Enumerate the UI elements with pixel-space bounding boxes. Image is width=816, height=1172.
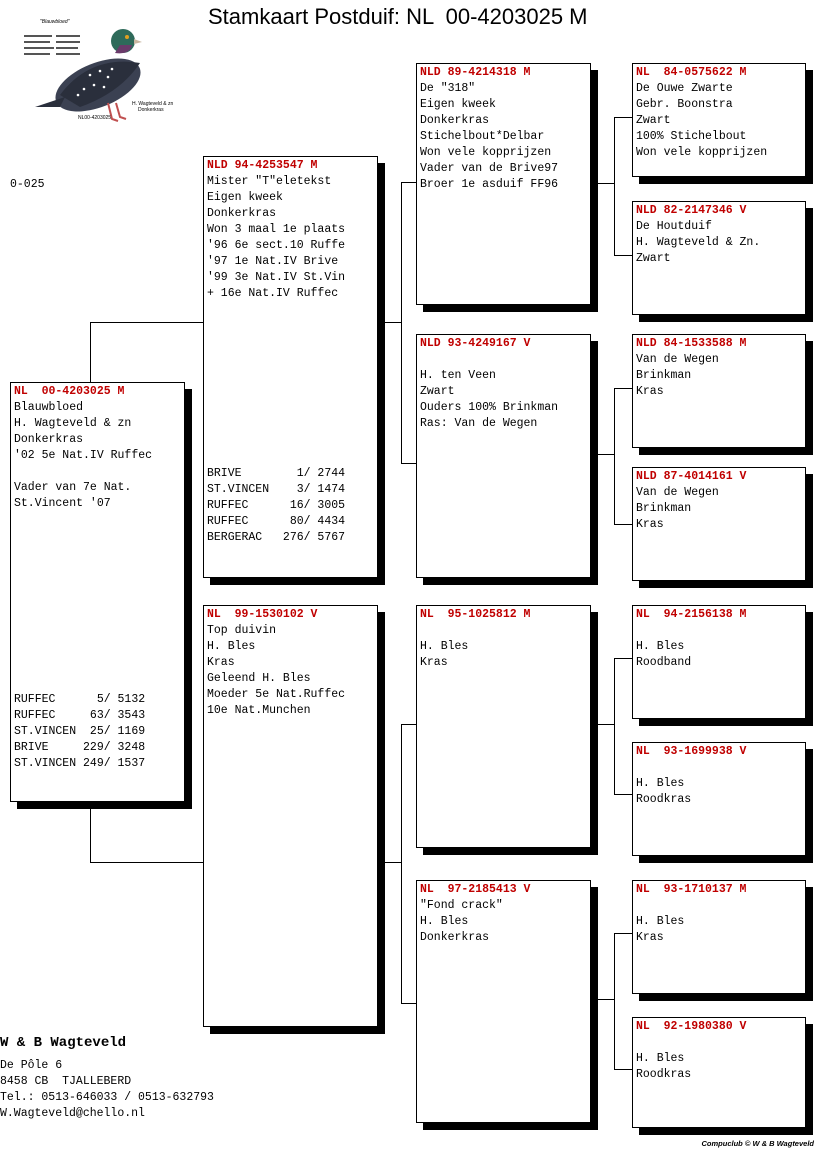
photo-caption: "Blauwbloed"	[40, 19, 70, 25]
detail-line: St.Vincent '07	[14, 497, 111, 510]
owner-street: De Pôle 6	[0, 1059, 63, 1072]
detail-line: Ouders 100% Brinkman	[420, 401, 559, 414]
detail-line: Roodkras	[636, 793, 692, 806]
connector	[614, 388, 615, 525]
pigeon-card-fmm	[632, 467, 806, 581]
detail-line: '97 1e Nat.IV Brive	[207, 255, 339, 268]
connector	[590, 454, 615, 455]
pigeon-card-mfm	[632, 742, 806, 856]
ring-number: NLD 94-4253547 M	[207, 159, 318, 172]
race-result-row: BRIVE 1/ 2744	[207, 467, 346, 480]
connector	[401, 182, 402, 464]
race-result-row: RUFFEC 16/ 3005	[207, 499, 346, 512]
detail-line	[14, 464, 181, 480]
pigeon-card-father-mother	[416, 334, 591, 578]
owner-city: 8458 CB TJALLEBERD	[0, 1075, 132, 1088]
detail-line: H. Wagteveld & Zn.	[636, 236, 761, 249]
detail-line: Geleend H. Bles	[207, 672, 311, 685]
race-result-row: ST.VINCEN 249/ 1537	[14, 757, 146, 770]
detail-line: H. Bles	[636, 640, 685, 653]
detail-line	[636, 1035, 802, 1051]
detail-line: Vader van 7e Nat.	[14, 481, 132, 494]
owner-email: W.Wagteveld@chello.nl	[0, 1107, 145, 1120]
pigeon-card-fff	[632, 63, 806, 177]
detail-line: Eigen kweek	[207, 191, 283, 204]
detail-line: Zwart	[636, 114, 671, 127]
detail-line: '02 5e Nat.IV Ruffec	[14, 449, 153, 462]
connector	[614, 388, 632, 389]
detail-line: Donkerkras	[420, 114, 490, 127]
connector	[90, 801, 91, 863]
detail-line: Mister "T"eletekst	[207, 175, 332, 188]
card-details	[14, 400, 181, 512]
connector	[614, 1069, 632, 1070]
pigeon-card-subject	[10, 382, 185, 802]
detail-line: Broer 1e asduif FF96	[420, 178, 559, 191]
ring-number: NLD 89-4214318 M	[420, 66, 531, 79]
connector	[590, 183, 615, 184]
connector	[401, 1003, 417, 1004]
detail-line: H. Bles	[636, 1052, 685, 1065]
connector	[90, 322, 91, 384]
detail-line: Donkerkras	[14, 433, 84, 446]
photo-text-block-icon	[24, 35, 80, 55]
detail-line	[636, 760, 802, 776]
detail-line: Brinkman	[636, 369, 692, 382]
ring-number: NL 93-1699938 V	[636, 745, 747, 758]
ring-number: NL 99-1530102 V	[207, 608, 318, 621]
detail-line: "Fond crack"	[420, 899, 503, 912]
credit-line: Compuclub © W & B Wagteveld	[701, 1139, 814, 1148]
detail-line	[420, 352, 587, 368]
race-result-row: BERGERAC 276/ 5767	[207, 531, 346, 544]
race-result-row: RUFFEC 63/ 3543	[14, 709, 146, 722]
connector	[614, 658, 615, 795]
connector	[90, 862, 204, 863]
connector	[590, 999, 615, 1000]
connector	[401, 463, 417, 464]
race-result-row: ST.VINCEN 25/ 1169	[14, 725, 146, 738]
detail-line	[636, 898, 802, 914]
connector	[401, 182, 417, 183]
pigeon-card-mmf	[632, 880, 806, 994]
pigeon-card-mmm	[632, 1017, 806, 1128]
detail-line: Top duivin	[207, 624, 277, 637]
detail-line: H. Bles	[207, 640, 256, 653]
detail-line: H. Bles	[420, 640, 469, 653]
detail-line: Van de Wegen	[636, 353, 719, 366]
detail-line: Won vele kopprijzen	[420, 146, 552, 159]
pigeon-card-father-father	[416, 63, 591, 305]
ring-number: NL 92-1980380 V	[636, 1020, 747, 1033]
detail-line: Kras	[636, 931, 664, 944]
detail-line: Kras	[636, 518, 664, 531]
detail-line: Brinkman	[636, 502, 692, 515]
detail-line: Ras: Van de Wegen	[420, 417, 538, 430]
connector	[614, 933, 615, 1070]
detail-line: Stichelbout*Delbar	[420, 130, 545, 143]
detail-line: Won vele kopprijzen	[636, 146, 768, 159]
detail-line: + 16e Nat.IV Ruffec	[207, 287, 339, 300]
page-title: Stamkaart Postduif: NL 00-4203025 M	[208, 4, 588, 29]
detail-line: H. Wagteveld & zn	[14, 417, 132, 430]
pigeon-icon	[35, 29, 148, 122]
pigeon-card-father	[203, 156, 378, 578]
ring-number: NL 97-2185413 V	[420, 883, 531, 896]
connector	[90, 322, 204, 323]
detail-line: Eigen kweek	[420, 98, 496, 111]
pigeon-card-fmf	[632, 334, 806, 448]
detail-line: 10e Nat.Munchen	[207, 704, 311, 717]
connector	[614, 117, 615, 256]
detail-line: Kras	[420, 656, 448, 669]
detail-line: '96 6e sect.10 Ruffe	[207, 239, 346, 252]
detail-line: De "318"	[420, 82, 476, 95]
pigeon-card-mff	[632, 605, 806, 719]
pigeon-code: 0-025	[10, 178, 45, 191]
connector	[401, 724, 402, 1004]
owner-phone: Tel.: 0513-646033 / 0513-632793	[0, 1091, 214, 1104]
detail-line: Donkerkras	[420, 931, 490, 944]
owner-name: W & B Wagteveld	[0, 1035, 127, 1051]
connector	[614, 255, 632, 256]
detail-line	[420, 623, 587, 639]
ring-number: NLD 82-2147346 V	[636, 204, 747, 217]
connector	[614, 117, 632, 118]
detail-line: Donkerkras	[207, 207, 277, 220]
race-result-row: RUFFEC 5/ 5132	[14, 693, 146, 706]
detail-line: Kras	[207, 656, 235, 669]
ring-number: NL 95-1025812 M	[420, 608, 531, 621]
race-result-row: BRIVE 229/ 3248	[14, 741, 146, 754]
detail-line: Blauwbloed	[14, 401, 84, 414]
detail-line: Roodkras	[636, 1068, 692, 1081]
photo-label-2: Donkerkras	[138, 107, 164, 113]
pigeon-card-ffm	[632, 201, 806, 315]
detail-line: Moeder 5e Nat.Ruffec	[207, 688, 346, 701]
detail-line: Van de Wegen	[636, 486, 719, 499]
detail-line: Gebr. Boonstra	[636, 98, 733, 111]
photo-label-1: H. Wagteveld & zn	[132, 101, 174, 107]
pigeon-card-mother-mother	[416, 880, 591, 1123]
ring-number: NL 94-2156138 M	[636, 608, 747, 621]
detail-line: Kras	[636, 385, 664, 398]
connector	[614, 794, 632, 795]
connector	[614, 658, 632, 659]
race-results	[14, 692, 145, 772]
detail-line: Won 3 maal 1e plaats	[207, 223, 346, 236]
connector	[590, 724, 615, 725]
pigeon-photo	[20, 15, 190, 133]
connector	[377, 862, 402, 863]
detail-line: H. Bles	[636, 777, 685, 790]
detail-line: H. Bles	[420, 915, 469, 928]
detail-line: Vader van de Brive97	[420, 162, 559, 175]
detail-line: H. ten Veen	[420, 369, 496, 382]
connector	[377, 322, 402, 323]
detail-line: H. Bles	[636, 915, 685, 928]
ring-number: NLD 84-1533588 M	[636, 337, 747, 350]
race-result-row: RUFFEC 80/ 4434	[207, 515, 346, 528]
connector	[401, 724, 417, 725]
detail-line: Zwart	[420, 385, 455, 398]
race-results	[207, 466, 345, 546]
detail-line: De Houtduif	[636, 220, 712, 233]
ring-number: NLD 87-4014161 V	[636, 470, 747, 483]
ring-number: NLD 93-4249167 V	[420, 337, 531, 350]
ring-number: NL 93-1710137 M	[636, 883, 747, 896]
pigeon-card-mother	[203, 605, 378, 1027]
detail-line: Zwart	[636, 252, 671, 265]
detail-line: Roodband	[636, 656, 692, 669]
detail-line: De Ouwe Zwarte	[636, 82, 733, 95]
connector	[614, 524, 632, 525]
ring-number: NL 84-0575622 M	[636, 66, 747, 79]
detail-line	[636, 623, 802, 639]
detail-line: '99 3e Nat.IV St.Vin	[207, 271, 346, 284]
photo-ring-label: NL00-4203025	[78, 115, 112, 121]
race-result-row: ST.VINCEN 3/ 1474	[207, 483, 346, 496]
pigeon-card-mother-father	[416, 605, 591, 848]
connector	[614, 933, 632, 934]
detail-line: 100% Stichelbout	[636, 130, 747, 143]
ring-number: NL 00-4203025 M	[14, 385, 125, 398]
